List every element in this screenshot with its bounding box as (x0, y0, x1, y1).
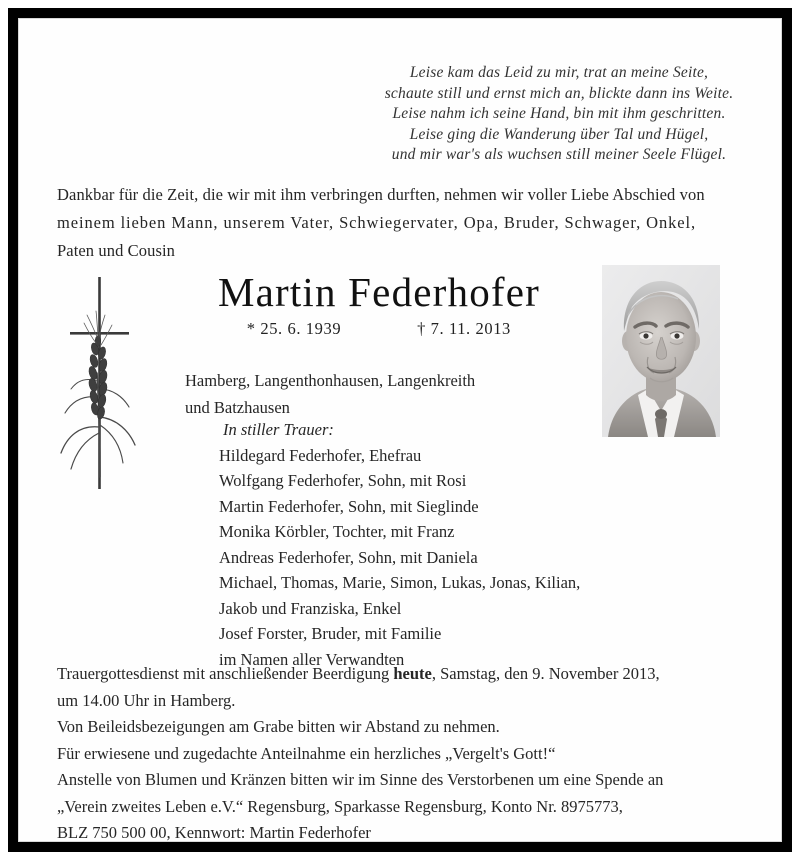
death-date: † 7. 11. 2013 (417, 319, 511, 338)
service-line-6: „Verein zweites Leben e.V.“ Regensburg, Sparkasse Regensburg, Konto Nr. 8975773, (57, 796, 623, 816)
intro-line-3: Paten und Cousin (57, 241, 176, 260)
places-line-1: Hamberg, Langenthonhausen, Langenkreith (185, 371, 476, 390)
obituary-card (8, 8, 792, 852)
service-today-emphasis: heute (393, 664, 432, 683)
deceased-dates (159, 317, 599, 341)
places-block (185, 367, 605, 421)
service-line-7: BLZ 750 500 00, Kennwort: Martin Federhofer (57, 823, 371, 842)
service-line-4: Für erwiesene und zugedachte Anteilnahme ein herzliches „Vergelt's Gott!“ (57, 743, 556, 763)
service-details (57, 661, 771, 842)
mourner-entry: Martin Federhofer, Sohn, mit Sieglinde (219, 496, 479, 516)
mourner-entry: Monika Körbler, Tochter, mit Franz (219, 522, 455, 541)
mourner-entry: Andreas Federhofer, Sohn, mit Daniela (219, 547, 478, 567)
cross-with-wheat-icon (57, 277, 165, 489)
memorial-poem (349, 63, 769, 166)
service-line-3: Von Beileidsbezeigungen am Grabe bitten wir Abstand zu nehmen. (57, 717, 500, 736)
mourner-entry: Michael, Thomas, Marie, Simon, Lukas, Jonas, Kilian, (219, 573, 581, 592)
intro-paragraph (57, 181, 767, 265)
mourner-entry: Jakob und Franziska, Enkel (219, 598, 402, 618)
mourners-heading: In stiller Trauer: (223, 420, 334, 439)
service-line-1-pre: Trauergottesdienst mit anschließender Beerdigung (57, 664, 394, 683)
service-line-1 (57, 661, 771, 688)
intro-line-1: Dankbar für die Zeit, die wir mit ihm verbringen durften, nehmen wir voller Liebe Abschied von (57, 185, 705, 204)
mourner-entry: im Namen aller Verwandten (219, 649, 405, 669)
service-line-2: um 14.00 Uhr in Hamberg. (57, 690, 236, 710)
obituary-card-inner (18, 18, 782, 842)
poem-line-1: Leise kam das Leid zu mir, trat an meine Seite, (409, 64, 709, 81)
mourners-block (219, 417, 659, 672)
mourner-entry: Wolfgang Federhofer, Sohn, mit Rosi (219, 471, 467, 490)
intro-line-2: meinem lieben Mann, unserem Vater, Schwiegervater, Opa, Bruder, Schwager, Onkel, (57, 213, 697, 232)
birth-date: * 25. 6. 1939 (246, 319, 342, 338)
service-line-5: Anstelle von Blumen und Kränzen bitten wir im Sinne des Verstorbenen um eine Spende an (57, 770, 664, 789)
poem-line-5: und mir war's als wuchsen still meiner Seele Flügel. (391, 146, 727, 163)
service-line-1-post: , Samstag, den 9. November 2013, (431, 664, 660, 683)
poem-line-2: schaute still und ernst mich an, blickte dann ins Weite. (384, 84, 734, 102)
mourner-entry: Josef Forster, Bruder, mit Familie (219, 624, 442, 643)
deceased-name: Martin Federhofer (217, 269, 541, 315)
poem-line-4: Leise ging die Wanderung über Tal und Hügel, (409, 125, 709, 143)
poem-line-3: Leise nahm ich seine Hand, bin mit ihm geschritten. (392, 105, 726, 122)
places-line-2: und Batzhausen (185, 398, 290, 417)
mourner-entry: Hildegard Federhofer, Ehefrau (219, 445, 422, 465)
portrait-photo (602, 265, 720, 437)
